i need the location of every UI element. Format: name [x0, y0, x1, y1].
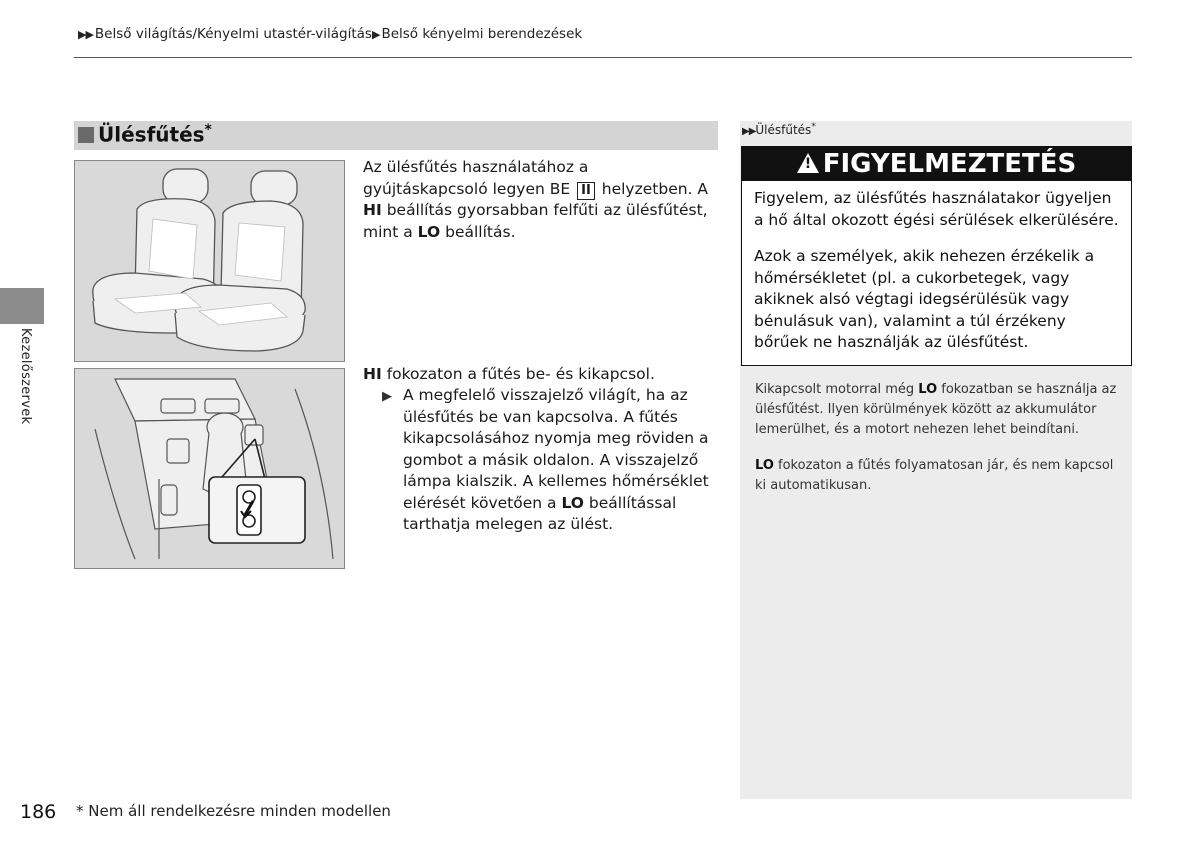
result-arrow-icon: ▶	[382, 389, 392, 404]
breadcrumb	[78, 26, 582, 42]
note-paragraph: LO fokozaton a fűtés folyamatosan jár, és nem kapcsol ki automatikusan.	[755, 458, 1114, 493]
hi-paragraph: HI fokozaton a fűtés be- és kikapcsol.	[363, 365, 655, 383]
arrow-icon: ▶	[371, 28, 380, 41]
section-title: Ülésfűtés*	[98, 122, 212, 147]
warning-text: Figyelem, az ülésfűtés használatakor ügyeljen a hő által okozott égési sérülések elkerülésére.	[754, 189, 1119, 229]
warning-title: !FIGYELMEZTETÉS	[742, 147, 1131, 181]
double-arrow-icon: ▶▶	[78, 28, 93, 41]
seat-illustration	[74, 160, 345, 362]
section-header	[74, 121, 718, 150]
intro-paragraph: Az ülésfűtés használatához a gyújtáskapcsoló legyen BE II helyzetben. A HI beállítás gyorsabban felfűti az ülésfűtést, mint a LO beállítás.	[363, 158, 709, 241]
console-button-illustration	[74, 368, 345, 569]
page-number: 186	[20, 801, 57, 823]
section-square-icon	[78, 127, 94, 143]
breadcrumb-item[interactable]: Belső kényelmi berendezések	[381, 26, 583, 42]
ignition-position-key: II	[577, 182, 595, 200]
header-divider	[74, 57, 1132, 58]
side-tab-label: Kezelőszervek	[18, 328, 33, 425]
side-tab-marker	[0, 288, 44, 324]
note-paragraph: Kikapcsolt motorral még LO fokozatban se használja az ülésfűtést. Ilyen körülmények között az akkumulátor lemerülhet, és a motort nehezen lehet beindítani.	[755, 382, 1117, 437]
result-paragraph: A megfelelő visszajelző világít, ha az ülésfűtés be van kapcsolva. A fűtés kikapcsolásához nyomja meg röviden a gombot a másik oldalon. A visszajelző lámpa kialszik. A kellemes hőmérséklet elérését követően a LO beállítással tarthatja melegen az ülést.	[403, 386, 709, 533]
warning-box	[741, 146, 1132, 366]
warning-text: Azok a személyek, akik nehezen érzékelik a hőmérsékletet (pl. a cukorbetegek, vagy akiknek alsó végtagi idegsérülésük vagy bénulásuk van), valamint a túl érzékeny bőrűek ne használják az ülésfűtést.	[754, 247, 1095, 351]
footnote: * Nem áll rendelkezésre minden modellen	[76, 802, 391, 820]
breadcrumb-item[interactable]: Belső világítás/Kényelmi utastér-világítás	[94, 26, 372, 42]
notes-heading: ▶▶Ülésfűtés*	[742, 122, 816, 137]
warning-triangle-icon	[797, 153, 819, 173]
double-arrow-icon: ▶▶	[742, 126, 756, 137]
